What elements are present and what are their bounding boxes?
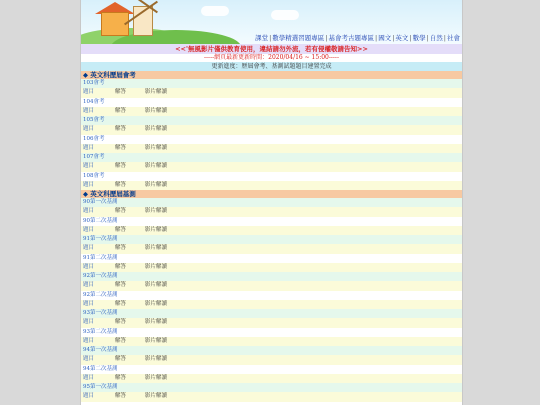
page-container (80, 0, 463, 405)
video-explanation-link[interactable]: 影片解讀 (145, 126, 168, 133)
questions-link[interactable]: 題目 (83, 163, 95, 170)
section-heading: ◆ 英文科歷屆會考 (81, 71, 462, 79)
answers-link[interactable]: 解答 (115, 163, 127, 170)
answers-link[interactable]: 解答 (115, 337, 127, 344)
exam-links-row (81, 244, 462, 253)
answers-link[interactable]: 解答 (115, 300, 127, 307)
video-explanation-link[interactable]: 影片解讀 (145, 226, 168, 233)
questions-link[interactable]: 題目 (83, 245, 95, 252)
questions-link[interactable]: 題目 (83, 282, 95, 289)
video-explanation-link[interactable]: 影片解讀 (145, 300, 168, 307)
video-explanation-link[interactable]: 影片解讀 (145, 393, 168, 400)
answers-link[interactable]: 解答 (115, 181, 127, 188)
nav-link-class[interactable]: 課堂 (255, 34, 269, 42)
exam-year-label: 91第二次基測 (81, 254, 462, 263)
exam-links-row (81, 337, 462, 346)
exam-links-row (81, 318, 462, 327)
answers-link[interactable]: 解答 (115, 263, 127, 270)
exam-year-label: 107會考 (81, 153, 462, 162)
exam-links-row (81, 355, 462, 364)
questions-link[interactable]: 題目 (83, 208, 95, 215)
exam-links-row (81, 281, 462, 290)
questions-link[interactable]: 題目 (83, 374, 95, 381)
video-explanation-link[interactable]: 影片解讀 (145, 374, 168, 381)
questions-link[interactable]: 題目 (83, 181, 95, 188)
exam-links-row (81, 125, 462, 134)
answers-link[interactable]: 解答 (115, 282, 127, 289)
questions-link[interactable]: 題目 (83, 300, 95, 307)
questions-link[interactable]: 題目 (83, 393, 95, 400)
cloud-decoration (201, 6, 229, 16)
video-explanation-link[interactable]: 影片解讀 (145, 163, 168, 170)
exam-links-row (81, 374, 462, 383)
video-explanation-link[interactable]: 影片解讀 (145, 356, 168, 363)
video-explanation-link[interactable]: 影片解讀 (145, 208, 168, 215)
nav-link-social[interactable]: 社會 (447, 34, 460, 42)
exam-year-label: 90第二次基測 (81, 217, 462, 226)
top-nav: 課堂|數學精選習題專區|基會考古題專區|國文|英文|數學|自然|社會 (255, 34, 460, 42)
video-explanation-link[interactable]: 影片解讀 (145, 107, 168, 114)
answers-link[interactable]: 解答 (115, 208, 127, 215)
answers-link[interactable]: 解答 (115, 107, 127, 114)
nav-link-science[interactable]: 自然 (429, 34, 443, 42)
exam-year-label: 92第一次基測 (81, 272, 462, 281)
header-banner (81, 0, 462, 44)
exam-year-label: 95第一次基測 (81, 383, 462, 392)
exam-year-label: 91第一次基測 (81, 235, 462, 244)
update-progress: 更新進度：歷屆會考、基測試題題目建置完成 (81, 62, 462, 71)
questions-link[interactable]: 題目 (83, 126, 95, 133)
answers-link[interactable]: 解答 (115, 126, 127, 133)
video-explanation-link[interactable]: 影片解讀 (145, 319, 168, 326)
questions-link[interactable]: 題目 (83, 337, 95, 344)
nav-link-math[interactable]: 數學 (412, 34, 426, 42)
nav-link-english[interactable]: 英文 (395, 34, 409, 42)
video-explanation-link[interactable]: 影片解讀 (145, 181, 168, 188)
answers-link[interactable]: 解答 (115, 319, 127, 326)
video-explanation-link[interactable]: 影片解讀 (145, 89, 168, 96)
exam-sections (81, 71, 462, 402)
exam-year-label: 92第二次基測 (81, 291, 462, 300)
video-explanation-link[interactable]: 影片解讀 (145, 263, 168, 270)
exam-year-label: 104會考 (81, 98, 462, 107)
exam-year-label: 108會考 (81, 172, 462, 181)
answers-link[interactable]: 解答 (115, 226, 127, 233)
exam-links-row (81, 226, 462, 235)
exam-links-row (81, 181, 462, 190)
answers-link[interactable]: 解答 (115, 245, 127, 252)
questions-link[interactable]: 題目 (83, 356, 95, 363)
exam-year-label: 105會考 (81, 116, 462, 125)
exam-links-row (81, 88, 462, 97)
exam-links-row (81, 263, 462, 272)
exam-year-label: 93第二次基測 (81, 328, 462, 337)
nav-link-chinese[interactable]: 國文 (378, 34, 392, 42)
exam-links-row (81, 144, 462, 153)
exam-links-row (81, 107, 462, 116)
exam-links-row (81, 162, 462, 171)
exam-year-label: 94第二次基測 (81, 365, 462, 374)
questions-link[interactable]: 題目 (83, 226, 95, 233)
exam-year-label: 90第一次基測 (81, 198, 462, 207)
questions-link[interactable]: 題目 (83, 319, 95, 326)
section-heading: ◆ 英文科歷屆基測 (81, 190, 462, 198)
answers-link[interactable]: 解答 (115, 374, 127, 381)
exam-links-row (81, 392, 462, 401)
exam-year-label: 94第一次基測 (81, 346, 462, 355)
nav-link-past-exams[interactable]: 基會考古題專區 (328, 34, 374, 42)
questions-link[interactable]: 題目 (83, 89, 95, 96)
exam-links-row (81, 207, 462, 216)
exam-year-label: 106會考 (81, 135, 462, 144)
answers-link[interactable]: 解答 (115, 144, 127, 151)
exam-links-row (81, 300, 462, 309)
answers-link[interactable]: 解答 (115, 356, 127, 363)
questions-link[interactable]: 題目 (83, 263, 95, 270)
last-updated: -----網頁最新更新時間：2020/04/16 ~ 15:00----- (81, 54, 462, 62)
nav-link-math-exercises[interactable]: 數學精選習題專區 (272, 34, 325, 42)
questions-link[interactable]: 題目 (83, 107, 95, 114)
answers-link[interactable]: 解答 (115, 393, 127, 400)
video-explanation-link[interactable]: 影片解讀 (145, 245, 168, 252)
exam-year-label: 93第一次基測 (81, 309, 462, 318)
video-explanation-link[interactable]: 影片解讀 (145, 282, 168, 289)
answers-link[interactable]: 解答 (115, 89, 127, 96)
cloud-decoration (271, 10, 299, 20)
exam-year-label: 103會考 (81, 79, 462, 88)
copyright-warning: <<'無風影片僅供教育使用，違結請勿外流，若有侵權敬請告知>> (81, 44, 462, 54)
video-explanation-link[interactable]: 影片解讀 (145, 337, 168, 344)
questions-link[interactable]: 題目 (83, 144, 95, 151)
video-explanation-link[interactable]: 影片解讀 (145, 144, 168, 151)
